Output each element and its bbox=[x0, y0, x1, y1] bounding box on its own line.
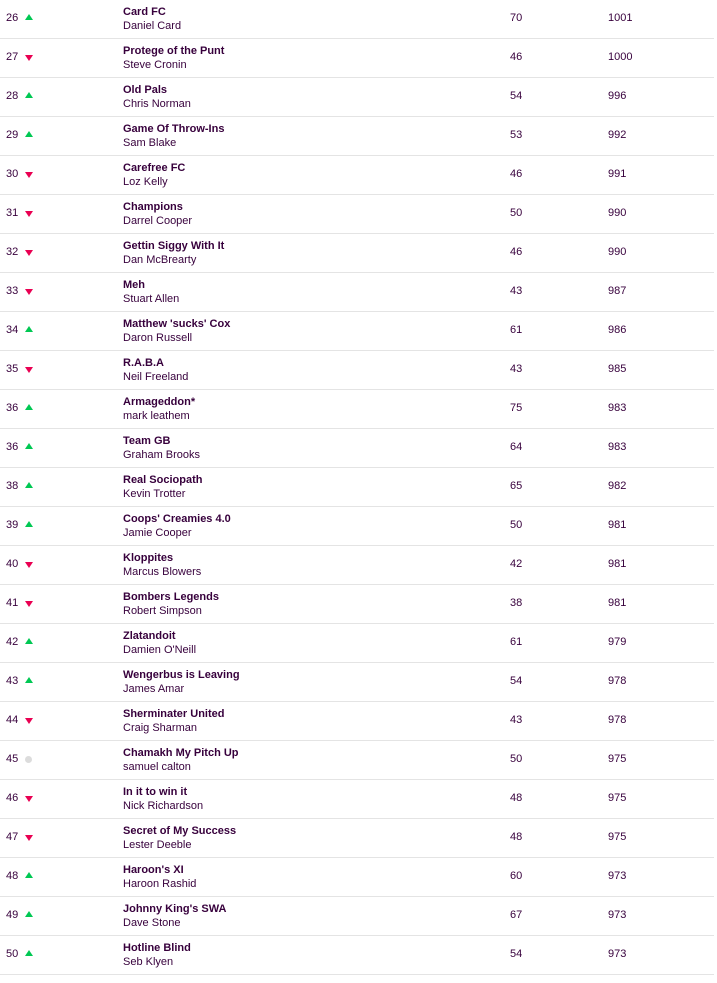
rank-down-arrow-icon bbox=[25, 835, 33, 841]
rank-up-arrow-icon bbox=[25, 521, 33, 527]
table-row bbox=[0, 195, 714, 234]
rank-down-arrow-icon bbox=[25, 211, 33, 217]
team-name-link[interactable]: Old Pals bbox=[123, 84, 168, 96]
table-row bbox=[0, 819, 714, 858]
rank-value: 29 bbox=[6, 129, 19, 141]
table-row bbox=[0, 429, 714, 468]
team-cell bbox=[123, 239, 224, 267]
rank-down-arrow-icon bbox=[25, 367, 33, 373]
gameweek-points: 67 bbox=[510, 909, 523, 921]
manager-name: Sam Blake bbox=[123, 137, 177, 149]
team-name-link[interactable]: Zlatandoit bbox=[123, 630, 176, 642]
manager-name: Dan McBrearty bbox=[123, 254, 197, 266]
table-row bbox=[0, 546, 714, 585]
table-row bbox=[0, 156, 714, 195]
gameweek-points: 54 bbox=[510, 90, 523, 102]
gameweek-points: 48 bbox=[510, 792, 523, 804]
gameweek-points: 54 bbox=[510, 948, 523, 960]
team-cell bbox=[123, 629, 196, 657]
rank-value: 31 bbox=[6, 207, 19, 219]
team-cell bbox=[123, 200, 192, 228]
gameweek-points: 50 bbox=[510, 753, 523, 765]
total-points: 981 bbox=[608, 519, 627, 531]
table-row bbox=[0, 897, 714, 936]
total-points: 1000 bbox=[608, 51, 633, 63]
gameweek-points: 61 bbox=[510, 324, 523, 336]
total-points: 1001 bbox=[608, 12, 633, 24]
rank-value: 35 bbox=[6, 363, 19, 375]
table-row bbox=[0, 117, 714, 156]
table-row bbox=[0, 351, 714, 390]
rank-value: 34 bbox=[6, 324, 19, 336]
gameweek-points: 53 bbox=[510, 129, 523, 141]
rank-up-arrow-icon bbox=[25, 950, 33, 956]
gameweek-points: 61 bbox=[510, 636, 523, 648]
team-cell bbox=[123, 902, 226, 930]
table-row bbox=[0, 273, 714, 312]
team-cell bbox=[123, 863, 196, 891]
rank-value: 41 bbox=[6, 597, 19, 609]
team-name-link[interactable]: Coops' Creamies 4.0 bbox=[123, 513, 231, 525]
rank-down-arrow-icon bbox=[25, 718, 33, 724]
rank-value: 49 bbox=[6, 909, 19, 921]
rank-up-arrow-icon bbox=[25, 911, 33, 917]
team-cell bbox=[123, 395, 195, 423]
team-cell bbox=[123, 512, 231, 540]
rank-value: 26 bbox=[6, 12, 19, 24]
manager-name: Seb Klyen bbox=[123, 956, 174, 968]
table-row bbox=[0, 78, 714, 117]
team-name-link[interactable]: Johnny King's SWA bbox=[123, 903, 227, 915]
gameweek-points: 50 bbox=[510, 519, 523, 531]
gameweek-points: 43 bbox=[510, 363, 523, 375]
total-points: 985 bbox=[608, 363, 627, 375]
gameweek-points: 46 bbox=[510, 51, 523, 63]
team-name-link[interactable]: Chamakh My Pitch Up bbox=[123, 747, 239, 759]
total-points: 996 bbox=[608, 90, 627, 102]
total-points: 981 bbox=[608, 558, 627, 570]
rank-value: 44 bbox=[6, 714, 19, 726]
team-name-link[interactable]: Bombers Legends bbox=[123, 591, 219, 603]
team-name-link[interactable]: Matthew 'sucks' Cox bbox=[123, 318, 231, 330]
team-name-link[interactable]: Card FC bbox=[123, 6, 166, 18]
table-row bbox=[0, 936, 714, 975]
manager-name: Kevin Trotter bbox=[123, 488, 186, 500]
team-name-link[interactable]: Secret of My Success bbox=[123, 825, 237, 837]
team-name-link[interactable]: Protege of the Punt bbox=[123, 45, 225, 57]
team-cell bbox=[123, 278, 179, 306]
table-row bbox=[0, 312, 714, 351]
team-cell bbox=[123, 356, 188, 384]
team-name-link[interactable]: Carefree FC bbox=[123, 162, 186, 174]
total-points: 987 bbox=[608, 285, 627, 297]
rank-up-arrow-icon bbox=[25, 92, 33, 98]
manager-name: Craig Sharman bbox=[123, 722, 197, 734]
total-points: 975 bbox=[608, 753, 627, 765]
table-row bbox=[0, 780, 714, 819]
manager-name: Lester Deeble bbox=[123, 839, 192, 851]
team-name-link[interactable]: R.A.B.A bbox=[123, 357, 164, 369]
manager-name: Stuart Allen bbox=[123, 293, 180, 305]
team-name-link[interactable]: Haroon's XI bbox=[123, 864, 184, 876]
rank-down-arrow-icon bbox=[25, 250, 33, 256]
gameweek-points: 46 bbox=[510, 168, 523, 180]
table-row bbox=[0, 234, 714, 273]
team-name-link[interactable]: Champions bbox=[123, 201, 183, 213]
total-points: 983 bbox=[608, 441, 627, 453]
rank-value: 43 bbox=[6, 675, 19, 687]
rank-value: 42 bbox=[6, 636, 19, 648]
manager-name: Damien O'Neill bbox=[123, 644, 197, 656]
table-row bbox=[0, 390, 714, 429]
manager-name: Jamie Cooper bbox=[123, 527, 192, 539]
rank-unchanged-dot-icon bbox=[25, 756, 32, 763]
rank-value: 36 bbox=[6, 441, 19, 453]
team-cell bbox=[123, 668, 240, 696]
table-row bbox=[0, 702, 714, 741]
team-cell bbox=[123, 5, 181, 33]
rank-down-arrow-icon bbox=[25, 796, 33, 802]
manager-name: Daniel Card bbox=[123, 20, 182, 32]
manager-name: James Amar bbox=[123, 683, 185, 695]
total-points: 973 bbox=[608, 870, 627, 882]
team-cell bbox=[123, 551, 201, 579]
team-name-link[interactable]: Sherminater United bbox=[123, 708, 225, 720]
gameweek-points: 70 bbox=[510, 12, 523, 24]
team-cell bbox=[123, 590, 219, 618]
gameweek-points: 38 bbox=[510, 597, 523, 609]
rank-value: 30 bbox=[6, 168, 19, 180]
total-points: 979 bbox=[608, 636, 627, 648]
rank-value: 39 bbox=[6, 519, 19, 531]
team-name-link[interactable]: In it to win it bbox=[123, 786, 188, 798]
rank-value: 27 bbox=[6, 51, 19, 63]
rank-up-arrow-icon bbox=[25, 131, 33, 137]
rank-value: 38 bbox=[6, 480, 19, 492]
team-cell bbox=[123, 317, 230, 345]
gameweek-points: 64 bbox=[510, 441, 523, 453]
team-name-link[interactable]: Meh bbox=[123, 279, 145, 291]
total-points: 991 bbox=[608, 168, 627, 180]
team-name-link[interactable]: Armageddon* bbox=[123, 396, 196, 408]
table-row bbox=[0, 39, 714, 78]
rank-value: 40 bbox=[6, 558, 19, 570]
manager-name: Graham Brooks bbox=[123, 449, 201, 461]
team-cell bbox=[123, 83, 191, 111]
gameweek-points: 75 bbox=[510, 402, 523, 414]
rank-up-arrow-icon bbox=[25, 872, 33, 878]
table-row bbox=[0, 468, 714, 507]
manager-name: Daron Russell bbox=[123, 332, 193, 344]
total-points: 986 bbox=[608, 324, 627, 336]
team-name-link[interactable]: Gettin Siggy With It bbox=[123, 240, 225, 252]
rank-value: 36 bbox=[6, 402, 19, 414]
team-cell bbox=[123, 824, 236, 852]
rank-up-arrow-icon bbox=[25, 326, 33, 332]
manager-name: Steve Cronin bbox=[123, 59, 187, 71]
total-points: 983 bbox=[608, 402, 627, 414]
gameweek-points: 42 bbox=[510, 558, 523, 570]
table-row bbox=[0, 624, 714, 663]
team-cell bbox=[123, 122, 224, 150]
team-name-link[interactable]: Real Sociopath bbox=[123, 474, 203, 486]
gameweek-points: 46 bbox=[510, 246, 523, 258]
manager-name: mark leathem bbox=[123, 410, 190, 422]
gameweek-points: 65 bbox=[510, 480, 523, 492]
rank-up-arrow-icon bbox=[25, 14, 33, 20]
total-points: 982 bbox=[608, 480, 627, 492]
total-points: 975 bbox=[608, 792, 627, 804]
table-row bbox=[0, 663, 714, 702]
team-cell bbox=[123, 746, 239, 774]
total-points: 990 bbox=[608, 246, 627, 258]
gameweek-points: 54 bbox=[510, 675, 523, 687]
gameweek-points: 50 bbox=[510, 207, 523, 219]
rank-up-arrow-icon bbox=[25, 677, 33, 683]
team-cell bbox=[123, 941, 191, 969]
team-cell bbox=[123, 434, 200, 462]
rank-up-arrow-icon bbox=[25, 404, 33, 410]
team-cell bbox=[123, 161, 185, 189]
total-points: 975 bbox=[608, 831, 627, 843]
total-points: 981 bbox=[608, 597, 627, 609]
manager-name: Darrel Cooper bbox=[123, 215, 193, 227]
rank-down-arrow-icon bbox=[25, 172, 33, 178]
manager-name: Marcus Blowers bbox=[123, 566, 202, 578]
team-name-link[interactable]: Kloppites bbox=[123, 552, 174, 564]
rank-value: 32 bbox=[6, 246, 19, 258]
table-row bbox=[0, 585, 714, 624]
rank-up-arrow-icon bbox=[25, 638, 33, 644]
rank-up-arrow-icon bbox=[25, 443, 33, 449]
gameweek-points: 60 bbox=[510, 870, 523, 882]
team-cell bbox=[123, 473, 202, 501]
total-points: 973 bbox=[608, 948, 627, 960]
gameweek-points: 48 bbox=[510, 831, 523, 843]
rank-down-arrow-icon bbox=[25, 289, 33, 295]
manager-name: Neil Freeland bbox=[123, 371, 189, 383]
rank-value: 46 bbox=[6, 792, 19, 804]
table-row bbox=[0, 741, 714, 780]
manager-name: Nick Richardson bbox=[123, 800, 204, 812]
manager-name: samuel calton bbox=[123, 761, 191, 773]
team-cell bbox=[123, 785, 203, 813]
rank-value: 45 bbox=[6, 753, 19, 765]
table-row bbox=[0, 507, 714, 546]
gameweek-points: 43 bbox=[510, 714, 523, 726]
manager-name: Chris Norman bbox=[123, 98, 191, 110]
table-row bbox=[0, 0, 714, 39]
total-points: 992 bbox=[608, 129, 627, 141]
rank-value: 47 bbox=[6, 831, 19, 843]
total-points: 978 bbox=[608, 714, 627, 726]
manager-name: Dave Stone bbox=[123, 917, 181, 929]
rank-down-arrow-icon bbox=[25, 55, 33, 61]
total-points: 978 bbox=[608, 675, 627, 687]
total-points: 990 bbox=[608, 207, 627, 219]
rank-down-arrow-icon bbox=[25, 562, 33, 568]
team-name-link[interactable]: Hotline Blind bbox=[123, 942, 191, 954]
rank-value: 33 bbox=[6, 285, 19, 297]
rank-value: 50 bbox=[6, 948, 19, 960]
table-row bbox=[0, 858, 714, 897]
rank-value: 48 bbox=[6, 870, 19, 882]
team-name-link[interactable]: Game Of Throw-Ins bbox=[123, 123, 225, 135]
manager-name: Haroon Rashid bbox=[123, 878, 197, 890]
team-cell bbox=[123, 707, 224, 735]
total-points: 973 bbox=[608, 909, 627, 921]
team-cell bbox=[123, 44, 224, 72]
rank-down-arrow-icon bbox=[25, 601, 33, 607]
manager-name: Robert Simpson bbox=[123, 605, 202, 617]
manager-name: Loz Kelly bbox=[123, 176, 168, 188]
team-name-link[interactable]: Wengerbus is Leaving bbox=[123, 669, 240, 681]
rank-up-arrow-icon bbox=[25, 482, 33, 488]
team-name-link[interactable]: Team GB bbox=[123, 435, 171, 447]
rank-value: 28 bbox=[6, 90, 19, 102]
gameweek-points: 43 bbox=[510, 285, 523, 297]
